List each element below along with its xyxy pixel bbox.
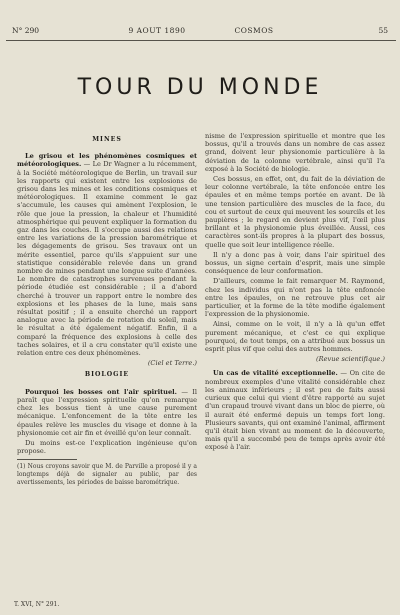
article-source: (Revue scientifique.) [316, 355, 385, 364]
issue-date: 9 AOUT 1890 [128, 26, 186, 35]
footnote-rule [17, 459, 77, 460]
issue-date-journal [8, 26, 394, 35]
article-source: (Ciel et Terre.) [147, 359, 197, 368]
page-footer-signature: T. XVI, N° 291. [14, 601, 60, 608]
page-number: 55 [378, 26, 388, 35]
article-grisou [17, 152, 197, 357]
page-title: TOUR DU MONDE [77, 74, 323, 100]
article-paragraph: Du moins est-ce l'explication ingénieuse qu'on propose. [17, 438, 197, 456]
journal-name: COSMOS [234, 26, 274, 35]
section-heading-biologie: BIOLOGIE [84, 371, 130, 379]
article-title: Un cas de vitalité exceptionnelle. [213, 369, 338, 378]
article-body: — Il paraît que l'expression spirituelle qu'on remarque chez les bossus tient à une cause purement mécanique. L'enfoncement de la tête entre les épaules relève les muscles du visage et donne à la physionomie cet air fin et éveillé qu'on leur connaît. [17, 387, 197, 437]
page-header [8, 26, 394, 40]
article-paragraph: nisme de l'expression spirituelle et montre que les bossus, qu'il a trouvés dans un nombre de cas assez grand, doivent leur physionomie particulière à la déviation de la colonne vertébrale, ainsi qu'il l'a exposé à la Société de biologie. [205, 132, 385, 173]
article-body: — Le Dr Wagner a lu récemment, à la Société météorologique de Berlin, un travail sur les rapports qui existent entre les explosions de grisou dans les mines et les conditions cosmiques et météorologiques. Il examine comment le gaz s'accumule, les causes qui amènent l'explosion, le rôle que joue la pression, la chaleur et l'humidité atmosphérique qui peuvent expliquer la formation du gaz dans les couches. Il s'occupe aussi des relations entre les variations de la pression barométrique et les dégagements de grisou. Ses travaux ont un mérite essentiel, parce qu'ils s'appuient sur une statistique considérable relevée dans un grand nombre de mines pendant une longue suite d'années. Le nombre de catastrophes survenues pendant la période étudiée est considérable ; il a d'abord cherché à trouver un rapport entre le nombre des explosions et les phases de la lune, mais sans résultat positif ; il a ensuite cherché un rapport analogue avec la période de rotation du soleil, mais le résultat a été également négatif. Enfin, il a comparé la fréquence des explosions à celle des taches solaires, et il a cru constater qu'il existe une relation entre ces deux phénomènes. [17, 160, 197, 358]
section-heading-mines: MINES [92, 136, 122, 143]
article-title: Le grisou et les phénomènes cosmiques et météorologiques. [17, 152, 197, 169]
article-paragraph: D'ailleurs, comme le fait remarquer M. Raymond, chez les individus qui n'ont pas la tête enfoncée entre les épaules, on ne retrouve plus cet air particulier, et la forme de la tête modifie également l'expression de la physionomie. [205, 277, 385, 319]
article-bossus [17, 388, 197, 437]
left-column [17, 132, 197, 488]
footnote: (1) Nous croyons savoir que M. de Parville a proposé il y a longtemps déjà de signaler au public, par des avertissements, les périodes de baisse barométrique. [17, 463, 197, 486]
article-paragraph: Ainsi, comme on le voit, il n'y a là qu'un effet purement mécanique, et c'est ce qui explique pourquoi, de tout temps, on a attribué aux bossus un esprit plus vif que celui des autres hommes. [205, 320, 385, 354]
header-rule [6, 40, 396, 41]
right-column [205, 132, 385, 454]
article-vitalite [205, 369, 385, 451]
article-paragraph: Ces bossus, en effet, ont, du fait de la déviation de leur colonne vertébrale, la tête enfoncée entre les épaules et en même temps portée en avant. De là une tension particulière des muscles de la face, du cou et surtout de ceux qui meuvent les sourcils et les paupières ; le regard en devient plus vif, l'œil plus brillant et la physionomie plus éveillée. Aussi, ces caractères sont-ils propres à la plupart des bossus, quelle que soit leur intelligence réelle. [205, 175, 385, 249]
issue-number: N° 290 [12, 26, 40, 35]
article-title: Pourquoi les bosses ont l'air spirituel. [25, 387, 177, 396]
article-body: — On cite de nombreux exemples d'une vitalité considérable chez les animaux inférieurs ; il est peu de faits aussi curieux que celui qui vient d'être rapporté au sujet d'un crapaud trouvé vivant dans un bloc de pierre, où il aurait été enfermé depuis un temps fort long. Plusieurs savants, qui ont examiné l'animal, affirment qu'il était bien vivant au moment de la découverte, mais qu'il a succombé peu de temps après avoir été exposé à l'air. [205, 369, 385, 452]
article-paragraph: Il n'y a donc pas à voir, dans l'air spirituel des bossus, un signe certain d'esprit, mais une simple conséquence de leur conformation. [205, 250, 385, 276]
